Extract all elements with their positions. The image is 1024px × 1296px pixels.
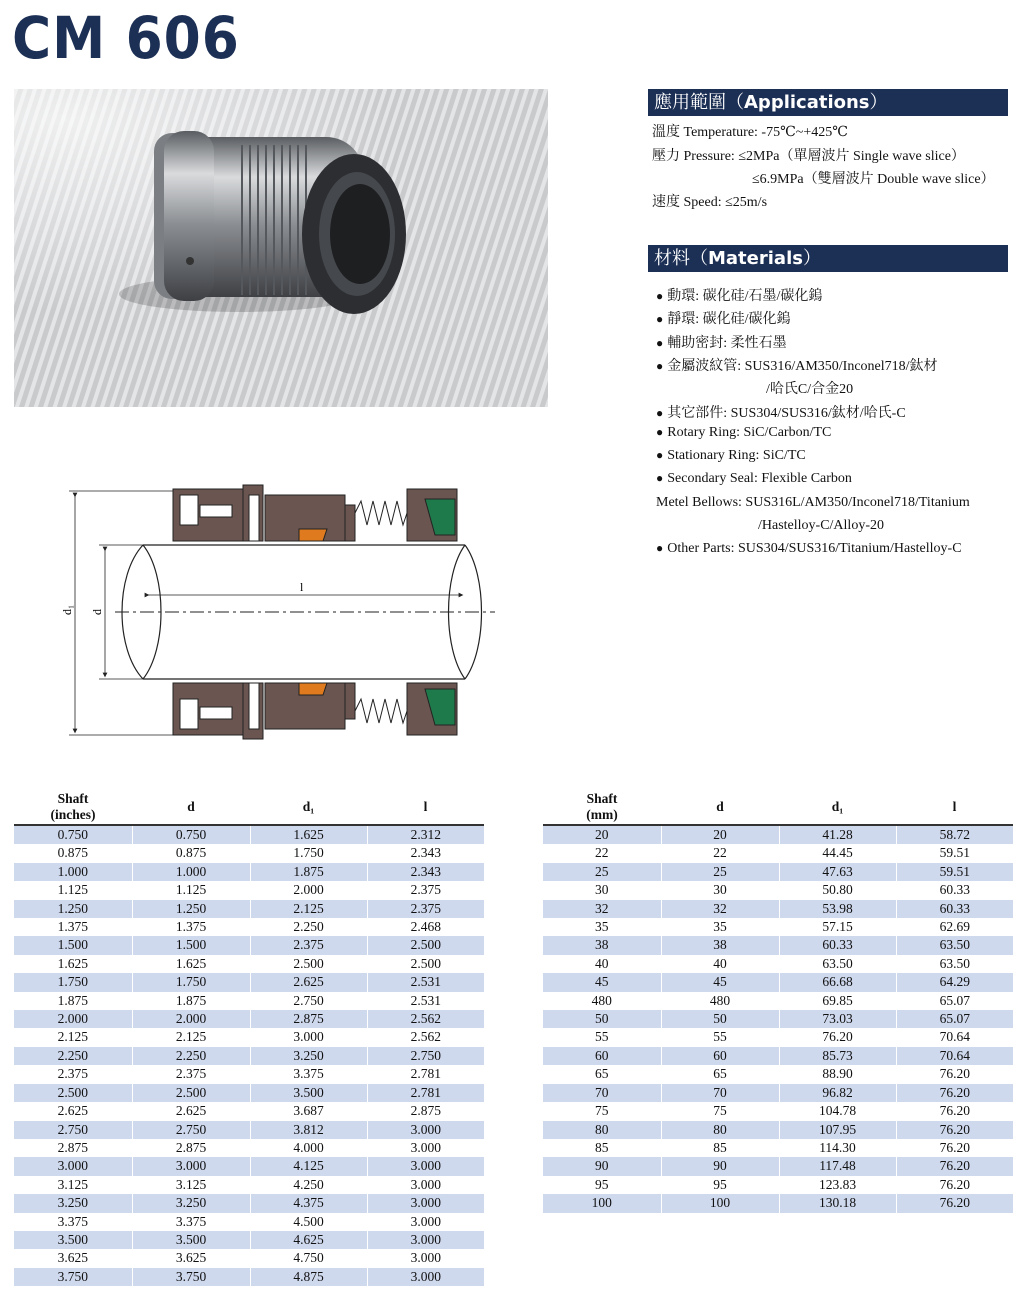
table-cell: 1.625: [57, 955, 88, 971]
applications-speed: 速度 Speed: ≤25m/s: [652, 195, 768, 210]
table-row: [14, 1010, 484, 1028]
dimension-table-inches: [14, 790, 484, 1286]
table-row: [543, 1084, 1013, 1102]
table-cell: 2.375: [250, 936, 367, 954]
table-cell: 85: [595, 1139, 609, 1155]
table-cell: 2.781: [367, 1084, 484, 1102]
table-cell: 57.15: [779, 918, 896, 936]
table-cell: 1.875: [57, 992, 88, 1008]
table-header-row: [543, 790, 1013, 825]
table-row: [543, 1176, 1013, 1194]
applications-header: 應用範圍（Applications）: [648, 89, 1008, 116]
table-cell: 2.375: [367, 881, 484, 899]
table-cell: 2.750: [132, 1121, 250, 1139]
materials-line: Metel Bellows: SUS316L/AM350/Inconel718/Titanium: [656, 494, 970, 510]
table-cell: 22: [595, 845, 609, 861]
column-header: d: [661, 790, 779, 825]
table-cell: 65: [595, 1066, 609, 1082]
table-cell: 45: [543, 973, 661, 991]
table-row: [14, 1194, 484, 1212]
materials-line: /Hastelloy-C/Alloy-20: [758, 518, 884, 533]
table-cell: 2.250: [132, 1047, 250, 1065]
table-cell: 3.250: [14, 1194, 132, 1212]
table-row: [14, 1249, 484, 1267]
table-cell: 75: [595, 1103, 609, 1119]
materials-line: ● Stationary Ring: SiC/TC: [656, 448, 806, 464]
table-cell: 1.000: [14, 863, 132, 881]
table-cell: 63.50: [896, 955, 1013, 973]
table-row: [543, 1102, 1013, 1120]
table-cell: 35: [661, 918, 779, 936]
table-row: [14, 1231, 484, 1249]
table-cell: 2.125: [57, 1029, 88, 1045]
table-cell: 1.500: [14, 936, 132, 954]
table-cell: 30: [595, 882, 609, 898]
table-row: [14, 1065, 484, 1083]
table-cell: 38: [543, 936, 661, 954]
table-cell: 3.625: [57, 1250, 88, 1266]
table-cell: 2.500: [14, 1084, 132, 1102]
table-cell: 3.500: [132, 1231, 250, 1249]
table-cell: 40: [595, 955, 609, 971]
table-cell: 80: [543, 1121, 661, 1139]
table-cell: 76.20: [896, 1194, 1013, 1212]
table-row: [543, 992, 1013, 1010]
table-cell: 0.750: [14, 825, 132, 844]
table-cell: 3.000: [367, 1213, 484, 1231]
table-cell: 480: [661, 992, 779, 1010]
table-cell: 1.750: [250, 844, 367, 862]
table-cell: 76.20: [896, 1139, 1013, 1157]
table-row: [543, 1139, 1013, 1157]
table-cell: 59.51: [896, 844, 1013, 862]
table-row: [543, 825, 1013, 844]
table-cell: 0.875: [132, 844, 250, 862]
table-row: [14, 1213, 484, 1231]
table-cell: 2.531: [367, 992, 484, 1010]
table-cell: 50: [543, 1010, 661, 1028]
table-cell: 2.875: [367, 1102, 484, 1120]
table-cell: 3.375: [132, 1213, 250, 1231]
table-cell: 2.375: [367, 900, 484, 918]
table-cell: 1.500: [132, 936, 250, 954]
table-row: [14, 992, 484, 1010]
materials-line: /哈氏C/合金20: [766, 382, 854, 398]
table-row: [14, 1176, 484, 1194]
table-cell: 38: [661, 936, 779, 954]
table-row: [543, 1194, 1013, 1212]
materials-line: ● 動環: 碳化硅/石墨/碳化鎢: [656, 285, 822, 305]
table-cell: 55: [661, 1028, 779, 1046]
table-cell: 65: [661, 1065, 779, 1083]
table-cell: 95: [661, 1176, 779, 1194]
table-cell: 2.250: [14, 1047, 132, 1065]
column-header: l: [367, 790, 484, 825]
table-row: [543, 918, 1013, 936]
table-row: [14, 863, 484, 881]
table-cell: 53.98: [779, 900, 896, 918]
applications-header-en: Applications: [744, 92, 870, 113]
table-cell: 70.64: [896, 1028, 1013, 1046]
table-cell: 3.000: [250, 1028, 367, 1046]
label-d1: d₁: [60, 604, 74, 615]
table-cell: 1.625: [250, 825, 367, 844]
table-cell: 76.20: [896, 1084, 1013, 1102]
table-cell: 1.750: [14, 973, 132, 991]
table-cell: 107.95: [779, 1121, 896, 1139]
table-cell: 2.000: [250, 881, 367, 899]
table-row: [543, 955, 1013, 973]
table-cell: 66.68: [779, 973, 896, 991]
table-cell: 0.875: [57, 845, 88, 861]
table-cell: 2.625: [250, 973, 367, 991]
table-cell: 1.125: [57, 882, 88, 898]
table-row: [14, 900, 484, 918]
table-cell: 90: [661, 1157, 779, 1175]
table-row: [543, 844, 1013, 862]
table-cell: 2.562: [367, 1010, 484, 1028]
table-cell: 1.875: [250, 863, 367, 881]
table-cell: 2.312: [367, 825, 484, 844]
table-row: [14, 955, 484, 973]
table-cell: 47.63: [779, 863, 896, 881]
dimension-table-mm: [543, 790, 1013, 1213]
applications-temperature: 溫度 Temperature: -75℃~+425℃: [652, 125, 848, 140]
table-cell: 70: [543, 1084, 661, 1102]
table-cell: 2.125: [132, 1028, 250, 1046]
table-cell: 22: [661, 844, 779, 862]
table-cell: 480: [591, 992, 612, 1008]
applications-pressure: 壓力 Pressure: ≤2MPa（單層波片 Single wave slice）: [652, 149, 965, 164]
table-row: [543, 863, 1013, 881]
table-cell: 3.250: [250, 1047, 367, 1065]
table-cell: 3.000: [367, 1121, 484, 1139]
table-cell: 1.250: [132, 900, 250, 918]
table-row: [543, 1157, 1013, 1175]
table-cell: 2.375: [57, 1066, 88, 1082]
table-cell: 88.90: [779, 1065, 896, 1083]
label-l: l: [300, 580, 304, 594]
table-cell: 63.50: [896, 936, 1013, 954]
materials-line: ● 金屬波紋管: SUS316/AM350/Inconel718/鈦材: [656, 355, 938, 375]
table-cell: 3.250: [132, 1194, 250, 1212]
table-cell: 96.82: [779, 1084, 896, 1102]
table-cell: 3.500: [250, 1084, 367, 1102]
column-header: Shaft (mm): [543, 790, 661, 825]
column-header: Shaft (inches): [14, 790, 132, 825]
table-cell: 2.750: [250, 992, 367, 1010]
table-cell: 40: [661, 955, 779, 973]
table-cell: 3.000: [367, 1268, 484, 1286]
table-cell: 100: [661, 1194, 779, 1212]
table-cell: 20: [543, 825, 661, 844]
table-row: [14, 1121, 484, 1139]
table-row: [14, 881, 484, 899]
table-cell: 85: [661, 1139, 779, 1157]
table-cell: 64.29: [896, 973, 1013, 991]
product-title: CM 606: [12, 4, 240, 72]
label-d: d: [90, 609, 104, 615]
table-cell: 90: [543, 1157, 661, 1175]
table-cell: 76.20: [779, 1028, 896, 1046]
table-cell: 50.80: [779, 881, 896, 899]
table-cell: 3.750: [132, 1268, 250, 1286]
table-cell: 3.000: [367, 1157, 484, 1175]
table-cell: 59.51: [896, 863, 1013, 881]
table-row: [14, 825, 484, 844]
table-cell: 2.000: [132, 1010, 250, 1028]
table-cell: 1.875: [132, 992, 250, 1010]
table-cell: 1.000: [132, 863, 250, 881]
table-cell: 2.375: [132, 1065, 250, 1083]
table-cell: 4.125: [250, 1157, 367, 1175]
table-row: [543, 900, 1013, 918]
table-cell: 3.000: [367, 1139, 484, 1157]
table-cell: 130.18: [779, 1194, 896, 1212]
table-cell: 2.562: [367, 1028, 484, 1046]
column-header: d: [132, 790, 250, 825]
table-cell: 104.78: [779, 1102, 896, 1120]
table-cell: 44.45: [779, 844, 896, 862]
table-row: [14, 918, 484, 936]
table-cell: 76.20: [896, 1176, 1013, 1194]
applications-pressure-double: ≤6.9MPa（雙層波片 Double wave slice）: [752, 172, 995, 187]
table-cell: 2.250: [250, 918, 367, 936]
table-cell: 65.07: [896, 1010, 1013, 1028]
table-cell: 3.812: [250, 1121, 367, 1139]
table-cell: 2.343: [367, 863, 484, 881]
table-cell: 2.875: [57, 1139, 88, 1155]
table-cell: 2.625: [132, 1102, 250, 1120]
table-row: [14, 1028, 484, 1046]
table-cell: 41.28: [779, 825, 896, 844]
table-cell: 58.72: [896, 825, 1013, 844]
table-cell: 2.875: [250, 1010, 367, 1028]
table-cell: 73.03: [779, 1010, 896, 1028]
table-cell: 60.33: [896, 881, 1013, 899]
table-cell: 2.343: [367, 844, 484, 862]
table-cell: 2.781: [367, 1065, 484, 1083]
column-header: d₁: [250, 790, 367, 825]
materials-line: ● 輔助密封: 柔性石墨: [656, 332, 787, 352]
technical-drawing: [55, 465, 515, 745]
table-cell: 32: [543, 900, 661, 918]
table-cell: 2.468: [367, 918, 484, 936]
table-cell: 1.125: [132, 881, 250, 899]
table-cell: 80: [661, 1121, 779, 1139]
table-cell: 4.875: [250, 1268, 367, 1286]
table-cell: 76.20: [896, 1121, 1013, 1139]
table-cell: 1.375: [57, 919, 88, 935]
table-cell: 3.000: [367, 1194, 484, 1212]
table-row: [14, 973, 484, 991]
table-cell: 2.500: [367, 936, 484, 954]
table-row: [543, 1028, 1013, 1046]
table-cell: 3.000: [367, 1176, 484, 1194]
table-row: [543, 1065, 1013, 1083]
table-cell: 3.375: [57, 1213, 88, 1229]
table-cell: 2.500: [132, 1084, 250, 1102]
table-cell: 2.625: [57, 1103, 88, 1119]
table-cell: 4.500: [250, 1213, 367, 1231]
table-cell: 50: [661, 1010, 779, 1028]
table-cell: 1.750: [132, 973, 250, 991]
table-cell: 60.33: [779, 936, 896, 954]
table-header-row: [14, 790, 484, 825]
table-row: [14, 1084, 484, 1102]
table-cell: 62.69: [896, 918, 1013, 936]
table-cell: 3.500: [14, 1231, 132, 1249]
table-cell: 35: [595, 919, 609, 935]
table-cell: 70: [661, 1084, 779, 1102]
table-cell: 45: [661, 973, 779, 991]
applications-header-zh: 應用範圍: [654, 92, 726, 113]
table-cell: 4.375: [250, 1194, 367, 1212]
table-cell: 3.750: [14, 1268, 132, 1286]
table-cell: 3.625: [132, 1249, 250, 1267]
table-cell: 25: [543, 863, 661, 881]
materials-header: 材料（Materials）: [648, 245, 1008, 272]
table-cell: 3.000: [132, 1157, 250, 1175]
table-cell: 117.48: [779, 1157, 896, 1175]
table-cell: 1.625: [132, 955, 250, 973]
table-row: [543, 973, 1013, 991]
table-cell: 3.000: [367, 1249, 484, 1267]
table-cell: 2.531: [367, 973, 484, 991]
table-cell: 60: [543, 1047, 661, 1065]
table-cell: 70.64: [896, 1047, 1013, 1065]
table-row: [14, 1139, 484, 1157]
table-cell: 3.125: [132, 1176, 250, 1194]
table-row: [14, 844, 484, 862]
table-cell: 3.000: [14, 1157, 132, 1175]
table-cell: 4.250: [250, 1176, 367, 1194]
table-cell: 85.73: [779, 1047, 896, 1065]
materials-line: ● 其它部件: SUS304/SUS316/鈦材/哈氏-C: [656, 402, 906, 422]
table-cell: 123.83: [779, 1176, 896, 1194]
column-header: d₁: [779, 790, 896, 825]
table-cell: 114.30: [779, 1139, 896, 1157]
table-cell: 2.000: [14, 1010, 132, 1028]
table-row: [543, 936, 1013, 954]
table-cell: 25: [661, 863, 779, 881]
table-cell: 4.625: [250, 1231, 367, 1249]
table-row: [14, 1157, 484, 1175]
table-cell: 30: [661, 881, 779, 899]
table-row: [14, 1102, 484, 1120]
table-row: [543, 881, 1013, 899]
table-cell: 3.375: [250, 1065, 367, 1083]
table-cell: 76.20: [896, 1065, 1013, 1083]
table-cell: 4.750: [250, 1249, 367, 1267]
table-cell: 2.750: [14, 1121, 132, 1139]
table-cell: 2.875: [132, 1139, 250, 1157]
column-header: l: [896, 790, 1013, 825]
table-cell: 2.125: [250, 900, 367, 918]
materials-header-en: Materials: [708, 248, 803, 269]
table-row: [14, 936, 484, 954]
table-cell: 55: [595, 1029, 609, 1045]
table-row: [543, 1047, 1013, 1065]
materials-line: ● Rotary Ring: SiC/Carbon/TC: [656, 425, 831, 441]
table-cell: 1.375: [132, 918, 250, 936]
table-cell: 4.000: [250, 1139, 367, 1157]
table-cell: 95: [595, 1176, 609, 1192]
table-row: [14, 1268, 484, 1286]
table-cell: 65.07: [896, 992, 1013, 1010]
materials-line: ● Secondary Seal: Flexible Carbon: [656, 471, 852, 487]
table-cell: 32: [661, 900, 779, 918]
table-cell: 76.20: [896, 1157, 1013, 1175]
table-cell: 3.687: [250, 1102, 367, 1120]
product-photo: [14, 89, 548, 407]
table-cell: 69.85: [779, 992, 896, 1010]
table-cell: 0.750: [132, 825, 250, 844]
table-cell: 100: [543, 1194, 661, 1212]
table-cell: 76.20: [896, 1102, 1013, 1120]
table-cell: 2.750: [367, 1047, 484, 1065]
table-cell: 75: [661, 1102, 779, 1120]
table-row: [543, 1010, 1013, 1028]
table-cell: 3.000: [367, 1231, 484, 1249]
table-cell: 60: [661, 1047, 779, 1065]
table-row: [543, 1121, 1013, 1139]
table-row: [14, 1047, 484, 1065]
table-cell: 3.125: [57, 1176, 88, 1192]
materials-header-zh: 材料: [654, 248, 690, 269]
materials-line: ● Other Parts: SUS304/SUS316/Titanium/Hastelloy-C: [656, 541, 962, 557]
table-cell: 1.250: [14, 900, 132, 918]
table-cell: 2.500: [250, 955, 367, 973]
materials-line: ● 靜環: 碳化硅/碳化鎢: [656, 308, 791, 328]
table-cell: 2.500: [367, 955, 484, 973]
table-cell: 63.50: [779, 955, 896, 973]
table-cell: 20: [661, 825, 779, 844]
table-cell: 60.33: [896, 900, 1013, 918]
